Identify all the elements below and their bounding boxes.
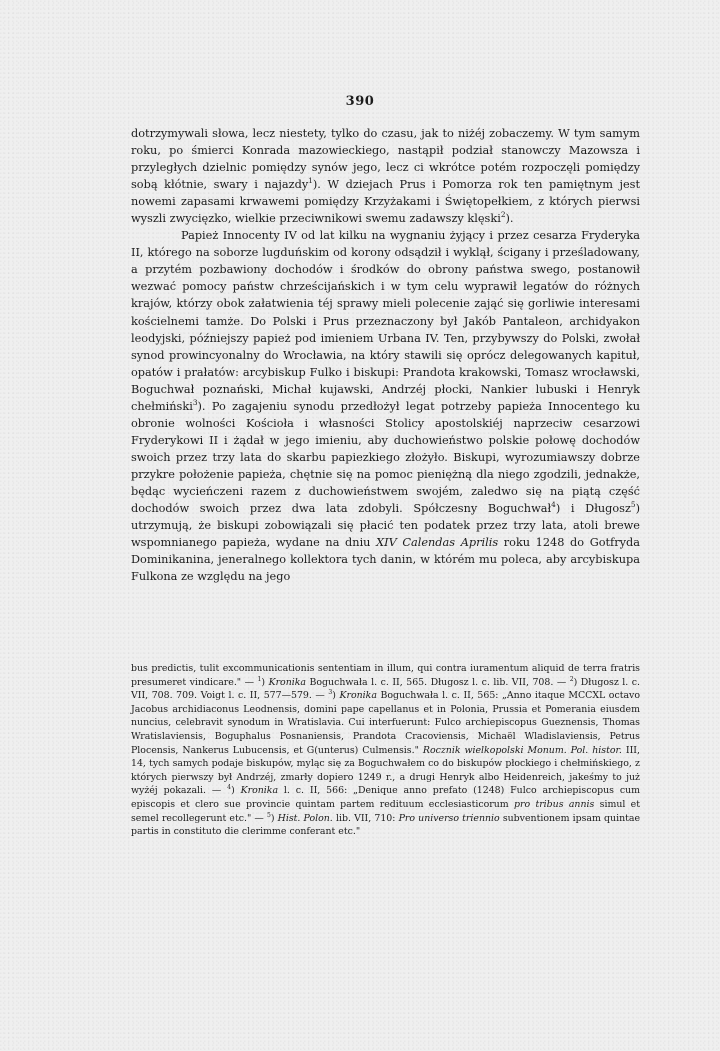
footnote-block bbox=[131, 662, 640, 839]
text-run: ) utrzymują, że biskupi zobowiązali się płacić ten podatek przez trzy lata, atoli brewe wspomnianego papieża, wydane na dniu bbox=[131, 502, 641, 550]
footnote-ref: 4 bbox=[227, 784, 232, 792]
text-run: ) bbox=[270, 812, 278, 824]
footnote-ref: 3 bbox=[328, 689, 333, 697]
italic-text: Kronika bbox=[240, 785, 279, 797]
italic-text: XIV Calendas Aprilis bbox=[376, 536, 499, 550]
text-run: ). bbox=[505, 212, 514, 226]
paragraph bbox=[131, 227, 640, 585]
footnote-ref: 3 bbox=[192, 397, 198, 407]
text-run: ). Po zagajeniu synodu przedłożył legat potrzeby papieża Innocentego ku obronie wolności Kościoła i własności Stolicy apostolskiéj naprzeciw cesarzowi Fryderykowi II i żądał w jego imieniu, aby duchowieństwo polskie połowę dochodów swoich przez trzy lata do skarbu papiezkiego złożyło. Biskupi, wyrozumiawszy dobrze przykre położenie papieża, chętnie się na pomoc pieniężną dla niego zgodzili, jednakże, będąc wycieńczeni razem z duchowieństwem swojém, zaledwo się na piątą część dochodów swoich przez dwa lata zdobyli. Spółczesny Boguchwał bbox=[131, 399, 640, 516]
footnote-ref: 2 bbox=[500, 210, 506, 220]
page-number: 390 bbox=[345, 94, 375, 109]
footnote-ref: 4 bbox=[551, 500, 556, 510]
footnotes bbox=[131, 662, 640, 839]
text-run: bus predictis, tulit excommunicationis sententiam in illum, qui contra iuramentum aliquid de terra fratris presumeret vindicare." — bbox=[131, 663, 640, 688]
text-run: subventionem ipsam quintae partis in constituto die clerimme conferant etc." bbox=[131, 812, 641, 838]
footnote-ref: 1 bbox=[308, 176, 313, 186]
text-run: ) bbox=[231, 785, 241, 797]
italic-text: pro tribus annis bbox=[514, 798, 595, 810]
text-run: Papież Innocenty IV od lat kilku na wygnaniu żyjący i przez cesarza Fryderyka II, którego na soborze lugduńskim od korony odsądził i wyklął, ścigany i prześladowany, a przytém pozbawiony dochodów i środków do obrony państwa swego, postanowił wezwać pomocy państw chrześcijańskich i w tym celu wyprawił legatów do różnych krajów, którzy obok załatwienia téj sprawy mieli polecenie zająć się gorliwie interesami kościelnemi tamże. Do Polski i Prus przeznaczony był Jakób Pantaleon, archidyakon leodyjski, późniejszy papież pod imieniem Urbana IV. Ten, przybywszy do Polski, zwołał synod prowincyonalny do Wrocławia, na który stawili się oprócz delegowanych kapituł, opatów i prałatów: arcybiskup Fulko i biskupi: Prandota krakowski, Tomasz wrocławski, Boguchwał poznański, Michał kujawski, Andrzéj płocki, Nankier lubuski i Henryk chełmiński bbox=[131, 229, 640, 413]
footnote-ref: 5 bbox=[266, 811, 271, 819]
text-run: ) bbox=[261, 676, 269, 688]
text-run: ) Długosz l. c. VII, 708. 709. Voigt l. c. II, 577—579. — bbox=[131, 676, 640, 702]
text-run: roku 1248 do Gotfryda Dominikanina, jeneralnego kollektora tych danin, w którém mu poleca, aby arcybiskupa Fulkona ze względu na jego bbox=[131, 536, 640, 584]
italic-text: Hist. Polon. bbox=[277, 812, 333, 824]
text-run: l. c. II, 566: „Denique anno prefato (1248) Fulco archiepiscopus cum episcopis et clero sue provincie quintam partem redituum ecclesiasticorum bbox=[131, 785, 641, 810]
text-run: ). W dziejach Prus i Pomorza rok ten pamiętnym jest nowemi zapasami krwawemi pomiędzy Krzyżakami i Świętopełkiem, z których pierwsi wyszli zwycięzko, wielkie przeciwnikowi swemu zadawszy klęski bbox=[131, 178, 640, 226]
text-run: Boguchwała l. c. II, 565. Długosz l. c. lib. VII, 708. — bbox=[306, 676, 570, 688]
text-run: Boguchwała l. c. II, 565: „Anno itaque MCCXL octavo Jacobus archidiaconus Leodnensis, domini pape capellanus et in Polonia, Prussia et Pomerania eiusdem nuncius, celebravit synodum in Wratislavia. Cui interfuerunt: Fulco archiepiscopus Gueznensis, Thomas Wratislaviensis, Boguphalus Posnaniensis, Prandota Cracoviensis, Michaël Wladislaviensis, Petrus Plocensis, Nankerus Lubucensis, et G(unterus) Culmensis." bbox=[131, 690, 640, 756]
main-text bbox=[131, 125, 640, 585]
footnote-ref: 5 bbox=[630, 500, 636, 510]
footnote-ref: 2 bbox=[569, 675, 574, 683]
paragraph bbox=[131, 125, 640, 227]
text-run: III, 14, tych samych podaje biskupów, myląc się za Boguchwałem co do biskupów płockiego i chełmińskiego, z których pierwszy był Andrzéj, zmarły dopiero 1249 r., a drugi Henryk albo Heidenreich, jakeśmy to już wyżéj pokazali. — bbox=[131, 744, 640, 797]
text-run: lib. VII, 710: bbox=[332, 812, 399, 824]
text-run: dotrzymywali słowa, lecz niestety, tylko do czasu, jak to niżéj zobaczemy. W tym samym roku, po śmierci Konrada mazowieckiego, nastąpił podział stanowczy Mazowsza i przyległych dzielnic pomiędzy synów jego, lecz ci wkrótce potém rozpoczęli pomiędzy sobą kłótnie, swary i najazdy bbox=[131, 127, 640, 192]
italic-text: Kronika bbox=[268, 676, 306, 688]
text-run: ) i Długosz bbox=[555, 502, 631, 516]
text-run: ) bbox=[332, 690, 340, 702]
italic-text: Kronika bbox=[339, 690, 377, 702]
italic-text: Pro universo triennio bbox=[398, 812, 500, 824]
italic-text: Rocznik wielkopolski Monum. Pol. histor. bbox=[422, 744, 622, 756]
text-run: simul et semel recollegerunt etc." — bbox=[131, 798, 641, 824]
footnote-ref: 1 bbox=[257, 675, 262, 683]
